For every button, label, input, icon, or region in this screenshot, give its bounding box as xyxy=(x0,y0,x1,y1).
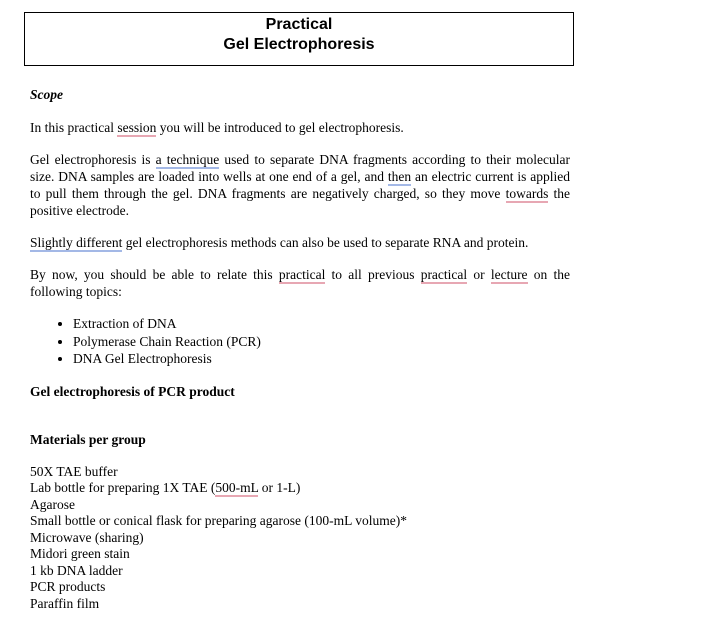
spelling-mark: lecture xyxy=(490,267,528,282)
text-run: to all previous xyxy=(325,267,421,282)
list-item: 1 kb DNA ladder xyxy=(30,562,123,578)
section-heading: Gel electrophoresis of PCR product xyxy=(30,383,235,399)
spelling-mark: session xyxy=(117,120,157,135)
spelling-mark: practical xyxy=(420,267,468,282)
grammar-mark: a technique xyxy=(155,152,220,167)
paragraph-rna-protein xyxy=(30,234,570,251)
spelling-mark: practical xyxy=(278,267,326,282)
paragraph-gel-electrophoresis xyxy=(30,151,570,219)
grammar-mark: Slightly different xyxy=(30,235,123,250)
scope-intro xyxy=(30,119,570,136)
paragraph-topics-intro xyxy=(30,266,570,300)
list-item: Paraffin film xyxy=(30,595,100,611)
text-run: on the following topics: xyxy=(30,267,570,299)
title-line-1: Practical xyxy=(265,16,333,33)
text-run: Lab bottle for preparing 1X TAE ( xyxy=(30,480,216,495)
list-item xyxy=(30,480,570,497)
text-run: used to separate DNA fragments according to their molecular size. DNA samples are loaded into wells at one end of a gel, and xyxy=(30,152,570,184)
list-item: • Polymerase Chain Reaction (PCR) xyxy=(73,333,570,351)
text-run: or 1-L) xyxy=(258,480,301,495)
title-box xyxy=(24,12,574,66)
text-run: In this practical xyxy=(30,120,118,135)
text-run: you will be introduced to gel electrophoresis. xyxy=(156,120,404,135)
materials-list xyxy=(30,464,570,613)
text-run: the positive electrode. xyxy=(30,186,570,218)
list-item: 50X TAE buffer xyxy=(30,463,118,479)
list-item: • DNA Gel Electrophoresis xyxy=(73,350,570,368)
list-item: Midori green stain xyxy=(30,546,130,561)
title-line-2: Gel Electrophoresis xyxy=(223,36,375,53)
scope-heading: Scope xyxy=(30,87,63,102)
text-run: gel electrophoresis methods can also be used to separate RNA and protein. xyxy=(122,235,529,250)
materials-heading: Materials per group xyxy=(30,431,146,447)
spelling-mark: towards xyxy=(505,186,549,201)
list-item: Small bottle or conical flask for preparing agarose (100-mL volume)* xyxy=(30,513,408,528)
document-body xyxy=(30,86,570,612)
list-item: Agarose xyxy=(30,496,75,512)
text-run: By now, you should be able to relate this xyxy=(30,267,279,282)
list-item: • Extraction of DNA xyxy=(73,315,570,333)
topics-list xyxy=(30,315,570,368)
list-item: Microwave (sharing) xyxy=(30,529,144,545)
text-run: or xyxy=(467,267,491,282)
spelling-mark: 500-mL xyxy=(215,480,259,495)
text-run: an electric current is applied to pull them through the gel. DNA fragments are negatively charged, so they move xyxy=(30,169,570,201)
list-item: PCR products xyxy=(30,579,106,594)
text-run: Gel electrophoresis is xyxy=(30,152,156,167)
grammar-mark: then xyxy=(387,169,412,184)
